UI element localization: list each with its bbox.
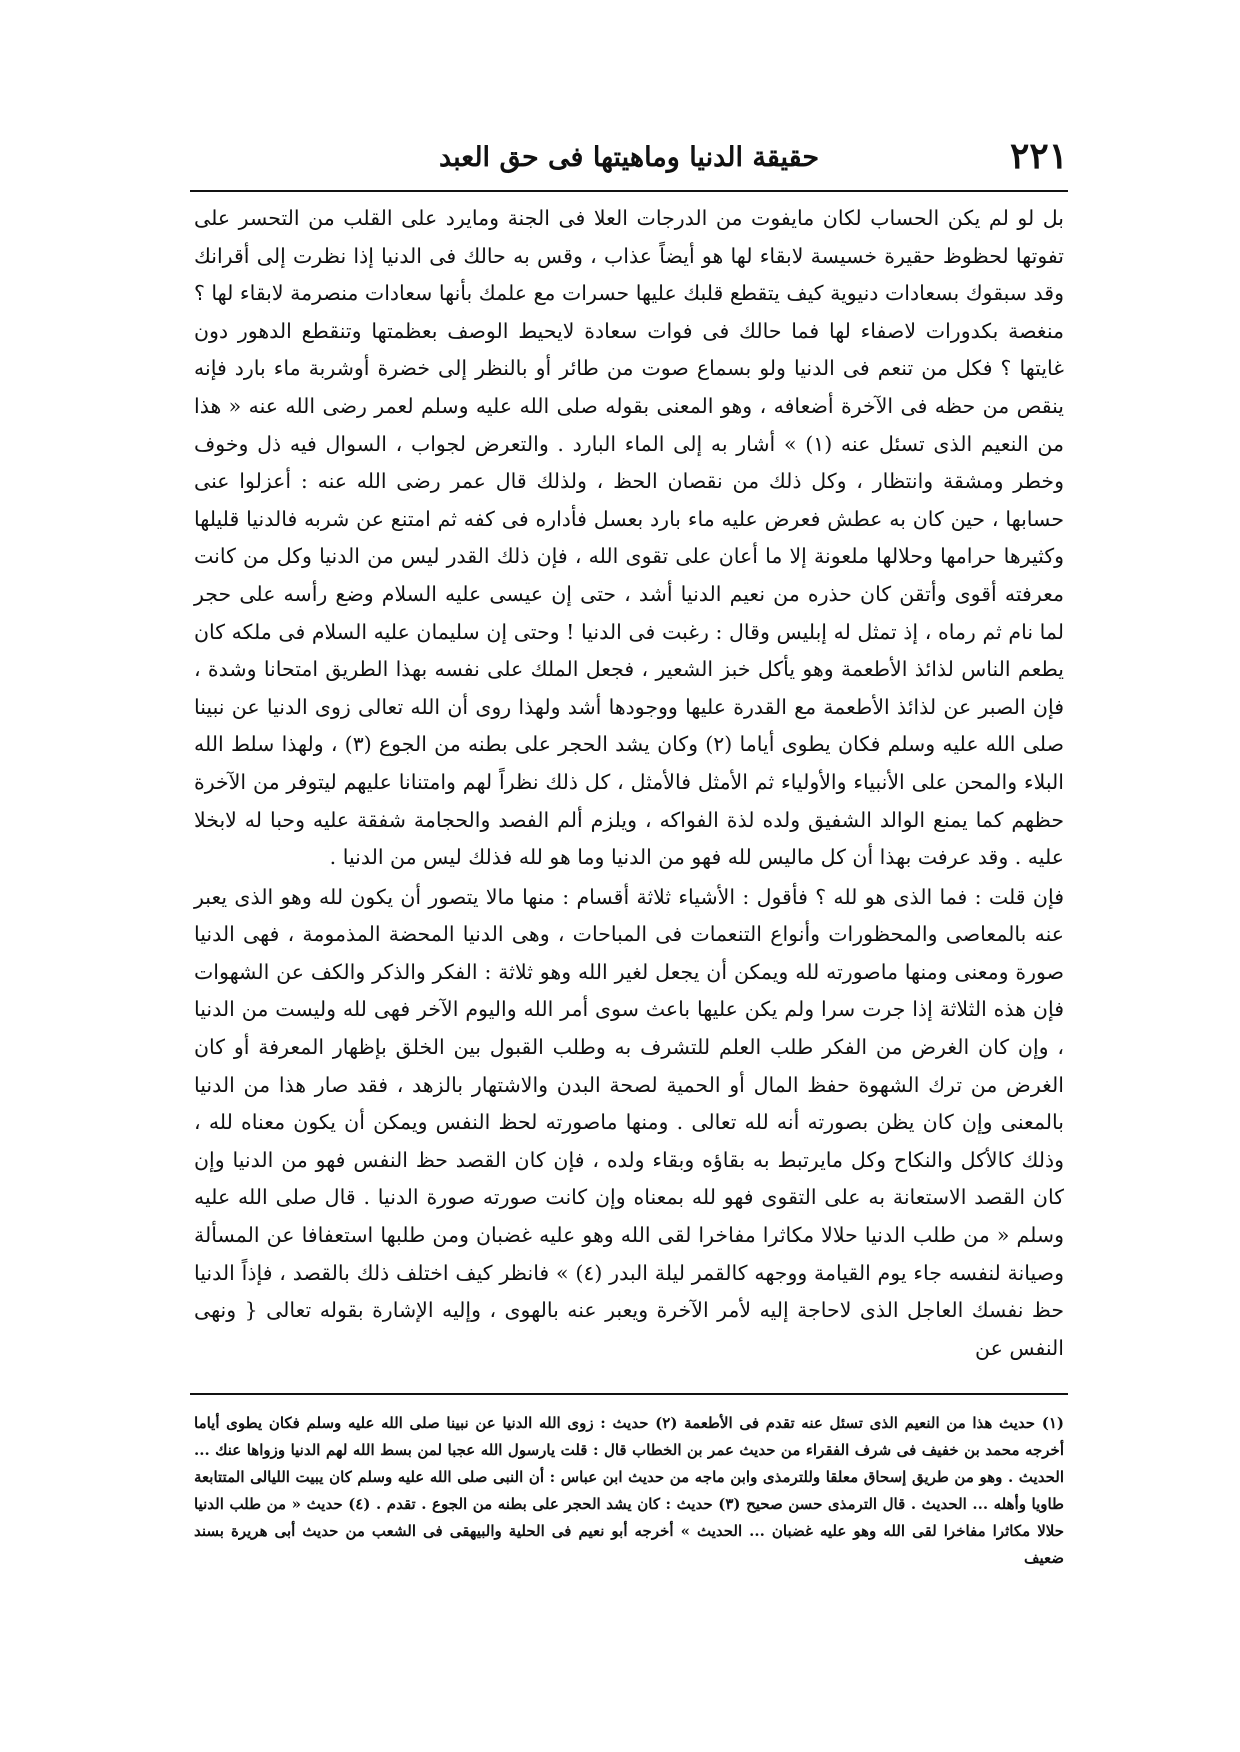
footnote-divider bbox=[190, 1393, 1068, 1395]
running-header bbox=[190, 136, 1068, 180]
paragraph: بل لو لم يكن الحساب لكان مايفوت من الدرجات العلا فى الجنة ومايرد على القلب من التحسر على تفوتها لحظوظ حقيرة خسيسة لابقاء لها هو أيضاً عذاب ، وقس به حالك فى الدنيا إذا نظرت إلى أقرانك وقد سبقوك بسعادات دنيوية كيف يتقطع قلبك عليها حسرات مع علمك بأنها سعادات منصرمة لابقاء لها ؟ منغصة بكدورات لاصفاء لها فما حالك فى فوات سعادة لايحيط الوصف بعظمتها وتنقطع الدهور دون غايتها ؟ فكل من تنعم فى الدنيا ولو بسماع صوت من طائر أو بالنظر إلى خضرة أوشربة ماء بارد فإنه ينقص من حظه فى الآخرة أضعافه ، وهو المعنى بقوله صلى الله عليه وسلم لعمر رضى الله عنه « هذا من النعيم الذى تسئل عنه (١) » أشار به إلى الماء البارد . والتعرض لجواب ، السوال فيه ذل وخوف وخطر ومشقة وانتظار ، وكل ذلك من نقصان الحظ ، ولذلك قال عمر رضى الله عنه : أعزلوا عنى حسابها ، حين كان به عطش فعرض عليه ماء بارد بعسل فأداره فى كفه ثم امتنع عن شربه فالدنيا قليلها وكثيرها حرامها وحلالها ملعونة إلا ما أعان على تقوى الله ، فإن ذلك القدر ليس من الدنيا وكل من كانت معرفته أقوى وأتقن كان حذره من نعيم الدنيا أشد ، حتى إن عيسى عليه السلام وضع رأسه على حجر لما نام ثم رماه ، إذ تمثل له إبليس وقال : رغبت فى الدنيا ! وحتى إن سليمان عليه السلام فى ملكه كان يطعم الناس لذائذ الأطعمة وهو يأكل خبز الشعير ، فجعل الملك على نفسه بهذا الطريق امتحانا وشدة ، فإن الصبر عن لذائذ الأطعمة مع القدرة عليها ووجودها أشد ولهذا روى أن الله تعالى زوى الدنيا عن نبينا صلى الله عليه وسلم فكان يطوى أياما (٢) وكان يشد الحجر على بطنه من الجوع (٣) ، ولهذا سلط الله البلاء والمحن على الأنبياء والأولياء ثم الأمثل فالأمثل ، كل ذلك نظراً لهم وامتنانا عليهم ليتوفر من الآخرة حظهم كما يمنع الوالد الشفيق ولده لذة الفواكه ، ويلزم ألم الفصد والحجامة شفقة عليه وحبا له لابخلا عليه . وقد عرفت بهذا أن كل ماليس لله فهو من الدنيا وما هو لله فذلك ليس من الدنيا . bbox=[194, 206, 1065, 870]
footnote-text: (١) حديث هذا من النعيم الذى تسئل عنه تقدم فى الأطعمة (٢) حديث : زوى الله الدنيا عن نبينا صلى الله عليه وسلم فكان يطوى أياما أخرجه محمد بن خفيف فى شرف الفقراء من حديث عمر بن الخطاب قال : قلت يارسول الله عجبا لمن بسط الله لهم الدنيا وزواها عنك ... الحديث . وهو من طريق إسحاق معلقا وللترمذى وابن ماجه من حديث ابن عباس : أن النبى صلى الله عليه وسلم كان يبيت الليالى المتتابعة طاويا وأهله ... الحديث . قال الترمذى حسن صحيح (٣) حديث : كان يشد الحجر على بطنه من الجوع . تقدم . (٤) حديث « من طلب الدنيا حلالا مكاثرا مفاخرا لقى الله وهو عليه غضبان ... الحديث » أخرجه أبو نعيم فى الحلية والبيهقى فى الشعب من حديث أبى هريرة بسند ضعيف bbox=[194, 1414, 1064, 1567]
main-text bbox=[194, 200, 1064, 1367]
page-title: حقيقة الدنيا وماهيتها فى حق العبد bbox=[438, 142, 820, 173]
footnotes bbox=[194, 1410, 1064, 1572]
page-number: ٢٢١ bbox=[1009, 135, 1068, 177]
paragraph: فإن قلت : فما الذى هو لله ؟ فأقول : الأشياء ثلاثة أقسام : منها مالا يتصور أن يكون لله وهو الذى يعبر عنه بالمعاصى والمحظورات وأنواع التنعمات فى المباحات ، وهى الدنيا المحضة المذمومة ، فهى الدنيا صورة ومعنى ومنها ماصورته لله ويمكن أن يجعل لغير الله وهو ثلاثة : الفكر والذكر والكف عن الشهوات فإن هذه الثلاثة إذا جرت سرا ولم يكن عليها باعث سوى أمر الله واليوم الآخر فهى لله وليست من الدنيا ، وإن كان الغرض من الفكر طلب العلم للتشرف به وطلب القبول بين الخلق بإظهار المعرفة أو كان الغرض من ترك الشهوة حفظ المال أو الحمية لصحة البدن والاشتهار بالزهد ، فقد صار هذا من الدنيا بالمعنى وإن كان يظن بصورته أنه لله تعالى . ومنها ماصورته لحظ النفس ويمكن أن يكون معناه لله ، وذلك كالأكل والنكاح وكل مايرتبط به بقاؤه وبقاء ولده ، فإن كان القصد حظ النفس فهو من الدنيا وإن كان القصد الاستعانة به على التقوى فهو لله بمعناه وإن كانت صورته صورة الدنيا . قال صلى الله عليه وسلم « من طلب الدنيا حلالا مكاثرا مفاخرا لقى الله وهو عليه غضبان ومن طلبها استعفافا عن المسألة وصيانة لنفسه جاء يوم القيامة ووجهه كالقمر ليلة البدر (٤) » فانظر كيف اختلف ذلك بالقصد ، فإذاً الدنيا حظ نفسك العاجل الذى لاحاجة إليه لأمر الآخرة ويعبر عنه بالهوى ، وإليه الإشارة بقوله تعالى { ونهى النفس عن bbox=[194, 884, 1064, 1360]
header-divider bbox=[190, 190, 1068, 192]
